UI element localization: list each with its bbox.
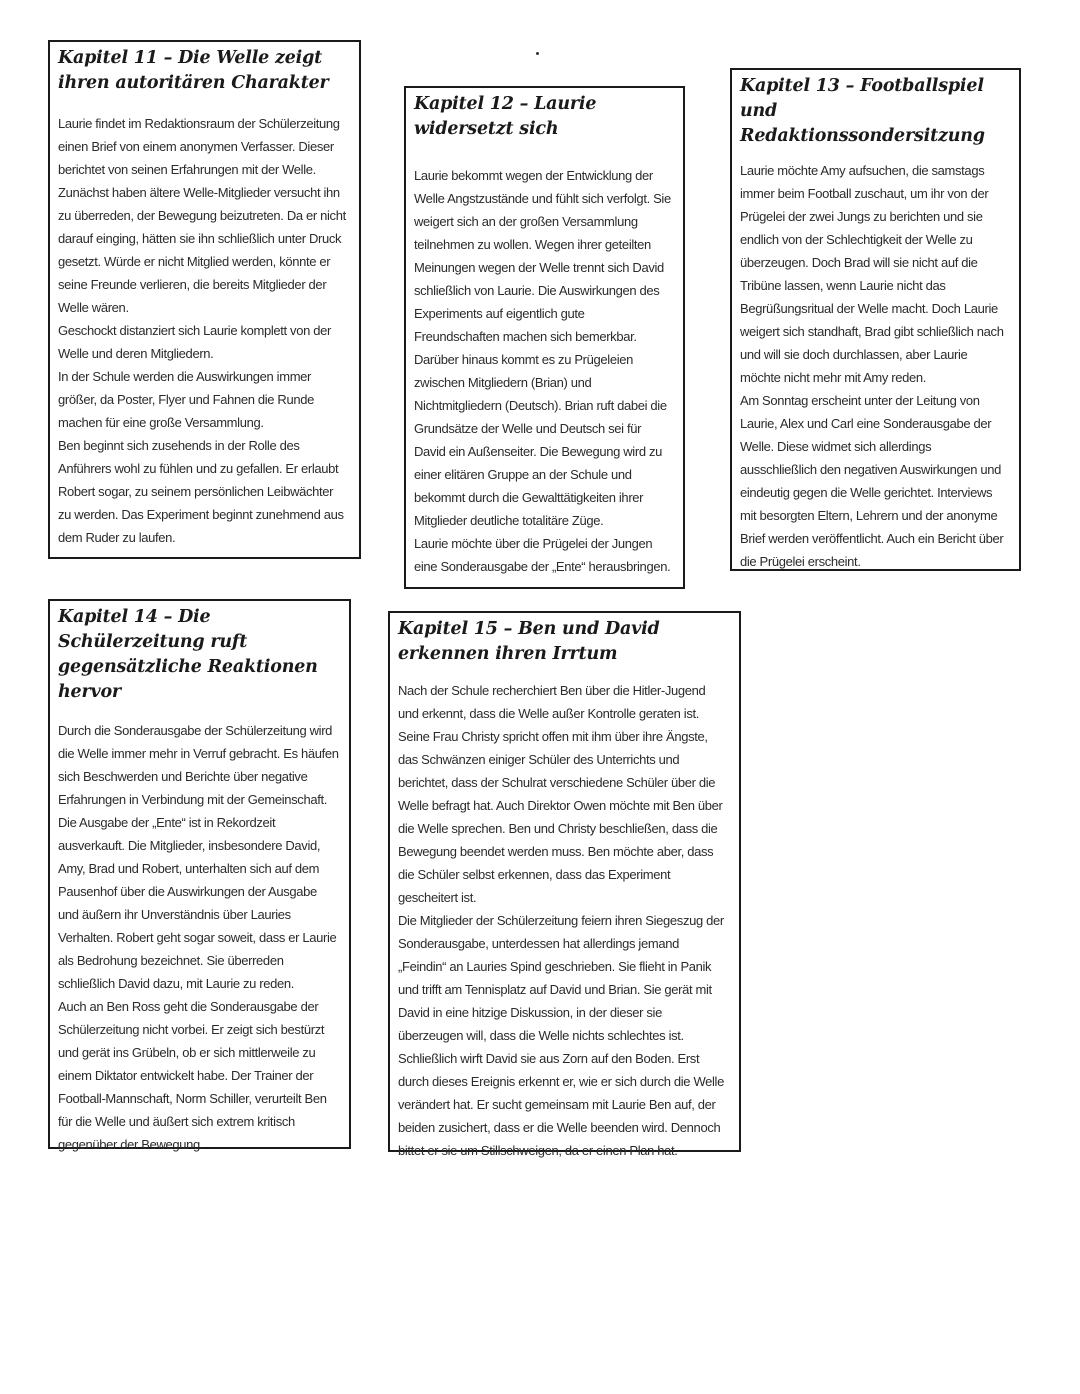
chapter-14-text <box>58 719 339 1156</box>
chapter-11-text <box>58 112 349 549</box>
chapter-14-card <box>48 599 351 1152</box>
stray-dot <box>536 52 539 55</box>
chapter-15-paragraph: Die Mitglieder der Schülerzeitung feiern ihren Siegeszug der Sonderausgabe, unterdessen hat allerdings jemand „Feindin“ an Lauries Spind geschrieben. Sie flieht in Panik und trifft am Tennisplatz auf David und Brian. Sie gerät mit David in eine hitzige Diskussion, in der dieser sie überzeugen will, dass die Welle nichts schlechtes ist. Schließlich wirft David sie aus Zorn auf den Boden. Erst durch dieses Ereignis erkennt er, wie er sich durch die Welle verändert hat. Er sucht gemeinsam mit Laurie Ben auf, der beiden zusichert, dass er die Welle beenden wird. Dennoch bittet er sie um Stillschweigen, da er einen Plan hat. <box>398 913 724 1158</box>
chapter-14-paragraph: Auch an Ben Ross geht die Sonderausgabe der Schülerzeitung nicht vorbei. Er zeigt sich bestürzt und gerät ins Grübeln, ob er sich mittlerweile zu einem Diktator entwickelt habe. Der Trainer der Football-Mannschaft, Norm Schiller, verurteilt Ben für die Welle und äußert sich extrem kritisch gegenüber der Bewegung. <box>58 999 327 1152</box>
chapter-11-title: Kapitel 11 – Die Welle zeigt ihren autoritären Charakter <box>58 48 329 93</box>
chapter-13-title: Kapitel 13 – Footballspiel und Redaktionssondersitzung <box>740 76 985 146</box>
chapter-11-paragraph: Ben beginnt sich zusehends in der Rolle des Anführers wohl zu fühlen und zu gefallen. Er erlaubt Robert sogar, zu seinem persönlichen Leibwächter zu werden. Das Experiment beginnt zunehmend aus dem Ruder zu laufen. <box>58 438 344 545</box>
chapter-12-paragraph: Darüber hinaus kommt es zu Prügeleien zwischen Mitgliedern (Brian) und Nichtmitgliedern (Deutsch). Brian ruft dabei die Grundsätze der Welle und Deutsch sei für David ein Außenseiter. Die Bewegung wird zu einer elitären Gruppe an der Schule und bekommt durch die Gewalttätigkeiten ihrer Mitglieder deutliche totalitäre Züge. <box>414 352 667 528</box>
chapter-11-paragraph: Geschockt distanziert sich Laurie komplett von der Welle und deren Mitgliedern. <box>58 323 331 361</box>
chapter-12-paragraph: Laurie möchte über die Prügelei der Jungen eine Sonderausgabe der „Ente“ herausbringen. <box>414 536 671 574</box>
chapter-15-paragraph: Nach der Schule recherchiert Ben über die Hitler-Jugend und erkennt, dass die Welle außer Kontrolle geraten ist. Seine Frau Christy spricht offen mit ihm über ihre Ängste, das Schwänzen einiger Schüler des Unterrichts und berichtet, dass der Schulrat verschiedene Schüler über die Welle befragt hat. Auch Direktor Owen möchte mit Ben über die Welle sprechen. Ben und Christy beschließen, dass die Bewegung beendet werden muss. Ben möchte aber, dass die Schüler selbst erkennen, dass das Experiment gescheitert ist. <box>398 683 723 905</box>
chapter-13-paragraph: Laurie möchte Amy aufsuchen, die samstags immer beim Football zuschaut, um ihr von der Prügelei der zwei Jungs zu berichten und sie endlich von der Schlechtigkeit der Welle zu überzeugen. Doch Brad will sie nicht auf die Tribüne lassen, wenn Laurie nicht das Begrüßungsritual der Welle macht. Doch Laurie weigert sich standhaft, Brad gibt schließlich nach und will sie doch durchlassen, aber Laurie möchte nicht mehr mit Amy reden. <box>740 163 1004 385</box>
chapter-12-paragraph: Laurie bekommt wegen der Entwicklung der Welle Angstzustände und fühlt sich verfolgt. Sie weigert sich an der großen Versammlung teilnehmen zu wollen. Wegen ihrer geteilten Meinungen wegen der Welle trennt sich David schließlich von Laurie. Die Auswirkungen des Experiments auf eigentlich gute Freundschaften machen sich bemerkbar. <box>414 168 671 344</box>
chapter-13-paragraph: Am Sonntag erscheint unter der Leitung von Laurie, Alex und Carl eine Sonderausgabe der Welle. Diese widmet sich allerdings ausschließlich den negativen Auswirkungen und eindeutig gegen die Welle gerichtet. Interviews mit besorgten Eltern, Lehrern und der anonyme Brief werden veröffentlicht. Auch ein Bericht über die Prügelei erscheint. <box>740 393 1004 569</box>
chapter-12-card <box>404 86 685 589</box>
chapter-13-card <box>730 68 1021 571</box>
chapter-15-title: Kapitel 15 – Ben und David erkennen ihren Irrtum <box>398 619 660 664</box>
chapter-11-paragraph: Laurie findet im Redaktionsraum der Schülerzeitung einen Brief von einem anonymen Verfasser. Dieser berichtet von seinen Erfahrungen mit der Welle. Zunächst haben ältere Welle-Mitglieder versucht ihn zu überreden, der Bewegung beizutreten. Da er nicht darauf einging, hätten sie ihn schließlich unter Druck gesetzt. Würde er nicht Mitglied werden, könnte er seine Freunde verlieren, die bereits Mitglieder der Welle wären. <box>58 116 346 315</box>
chapter-14-paragraph: Durch die Sonderausgabe der Schülerzeitung wird die Welle immer mehr in Verruf gebracht. Es häufen sich Beschwerden und Berichte über negative Erfahrungen in Verbindung mit der Gemeinschaft. Die Ausgabe der „Ente“ ist in Rekordzeit ausverkauft. Die Mitglieder, insbesondere David, Amy, Brad und Robert, unterhalten sich auf dem Pausenhof über die Auswirkungen der Ausgabe und äußern ihr Unverständnis über Lauries Verhalten. Robert geht sogar soweit, dass er Laurie als Bedrohung bezeichnet. Sie überreden schließlich David dazu, mit Laurie zu reden. <box>58 723 339 991</box>
chapter-12-text <box>414 164 673 578</box>
chapter-13-text <box>740 159 1009 573</box>
chapter-15-card <box>388 611 741 1158</box>
chapter-11-card <box>48 40 361 559</box>
chapter-12-title: Kapitel 12 – Laurie widersetzt sich <box>414 94 597 139</box>
chapter-14-title: Kapitel 14 – Die Schülerzeitung ruft gegensätzliche Reaktionen hervor <box>58 607 318 702</box>
chapter-15-text <box>398 679 729 1162</box>
chapter-11-paragraph: In der Schule werden die Auswirkungen immer größer, da Poster, Flyer und Fahnen die Runde machen für eine große Versammlung. <box>58 369 314 430</box>
